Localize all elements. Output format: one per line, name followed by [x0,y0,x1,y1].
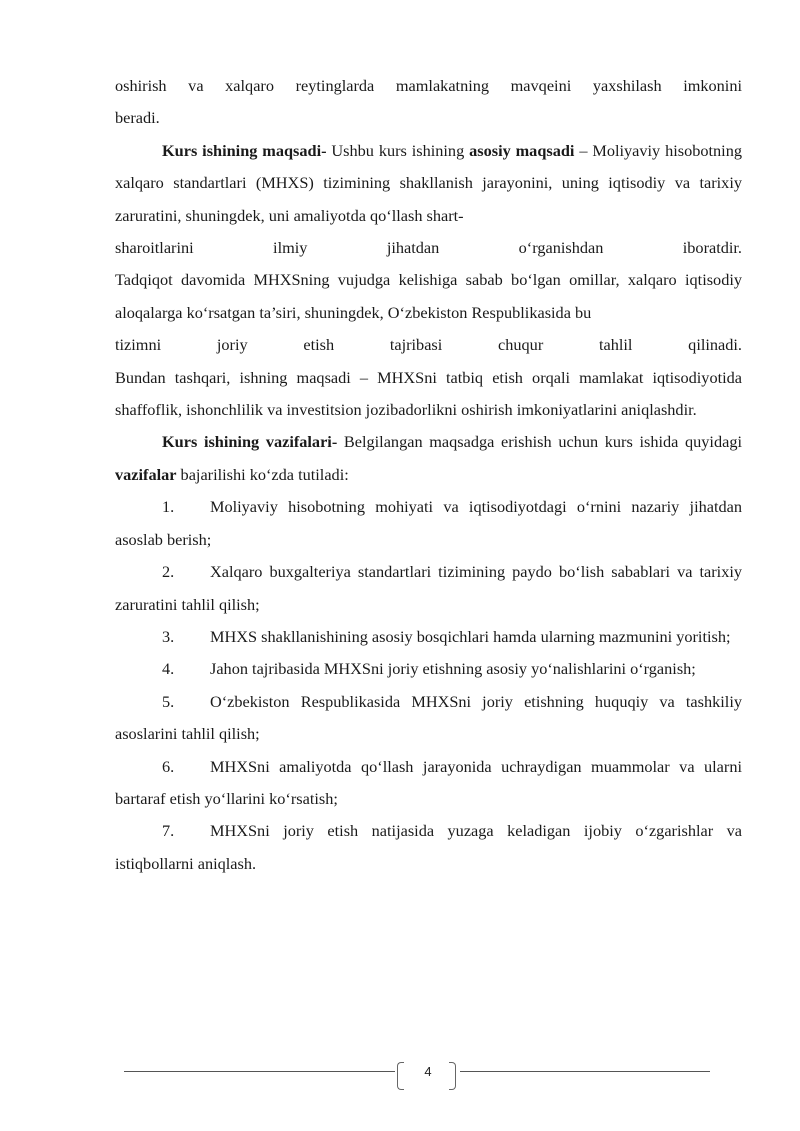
goal-emphasis: asosiy maqsadi [469,140,575,160]
tasks-heading: Kurs ishining vazifalari- [162,432,338,452]
list-item-number: 3. [162,626,175,646]
goal-paragraph [115,135,742,232]
document-body [115,70,742,880]
list-item [115,686,742,751]
list-item-text: O‘zbekiston Respublikasida MHXSni joriy etishning huquqiy va tashkiliy asoslarini tahlil qilish; [115,691,742,744]
list-item-number: 6. [162,756,175,776]
list-item [115,653,742,685]
tasks-intro-1: Belgilangan maqsadga erishish uchun kurs ishida quyidagi [337,432,742,452]
list-item-text: Xalqaro buxgalteriya standartlari tizimining paydo bo‘lish sabablari va tarixiy zaruratini tahlil qilish; [115,562,742,614]
list-item [115,556,742,621]
intro-line-1: oshirish va xalqaro reytinglarda mamlakatning mavqeini yaxshilash imkonini [115,76,742,95]
list-item [115,491,742,556]
list-item [115,751,742,816]
goal-text-2: – Moliyaviy hisobotning xalqaro standartlari (MHXS) tizimining shakllanish jarayonini, uning iqtisodiy va tarixiy zaruratini, shuningdek, uni amaliyotda qo‘llash shart- [115,140,742,225]
tasks-emphasis: vazifalar [115,464,177,484]
footer-divider-left [124,1071,395,1072]
tasks-paragraph [115,426,742,491]
list-item-text: Moliyaviy hisobotning mohiyati va iqtisodiyotdagi o‘rnini nazariy jihatdan asoslab berish; [115,497,742,549]
goal-line-end: sharoitlarini ilmiy jihatdan o‘rganishdan iboratdir. [115,238,742,258]
list-item-number: 7. [162,821,175,841]
list-item-number: 4. [162,659,175,679]
list-item-text: MHXSni amaliyotda qo‘llash jarayonida uchraydigan muammolar va ularni bartaraf etish yo‘llarini ko‘rsatish; [115,756,742,808]
tasks-intro-2: bajarilishi ko‘zda tutiladi: [176,464,349,484]
goal-additional-paragraph: Bundan tashqari, ishning maqsadi – MHXSni tatbiq etish orqali mamlakat iqtisodiyotida shaffoflik, ishonchlilik va investitsion jozibadorlikni oshirish imkoniyatlarini aniqlashdir. [115,367,742,420]
intro-line-2: beradi. [115,108,160,128]
list-item [115,621,742,653]
goal-heading: Kurs ishining maqsadi- [162,140,327,160]
list-item-number: 1. [162,497,175,517]
list-item-number: 2. [162,562,175,582]
list-item [115,815,742,880]
goal-research-paragraph: Tadqiqot davomida MHXSning vujudga kelishiga sabab bo‘lgan omillar, xalqaro iqtisodiy aloqalarga ko‘rsatgan ta’siri, shuningdek, O‘zbekiston Respublikasida bu [115,270,742,322]
goal-text-1: Ushbu kurs ishining [326,140,470,160]
goal-research-line-end: tizimni joriy etish tajribasi chuqur tahlil qilinadi. [115,335,742,355]
page-footer [0,1050,800,1110]
list-item-text: MHXS shakllanishining asosiy bosqichlari hamda ularning mazmunini yoritish; [210,626,731,646]
list-item-number: 5. [162,691,175,711]
footer-divider-right [460,1071,710,1072]
left-bracket-icon [397,1062,404,1090]
page-number: 4 [424,1064,432,1079]
list-item-text: Jahon tajribasida MHXSni joriy etishning asosiy yo‘nalishlarini o‘rganish; [210,659,696,679]
list-item-text: MHXSni joriy etish natijasida yuzaga keladigan ijobiy o‘zgarishlar va istiqbollarni aniqlash. [115,821,742,873]
right-bracket-icon [449,1062,456,1090]
